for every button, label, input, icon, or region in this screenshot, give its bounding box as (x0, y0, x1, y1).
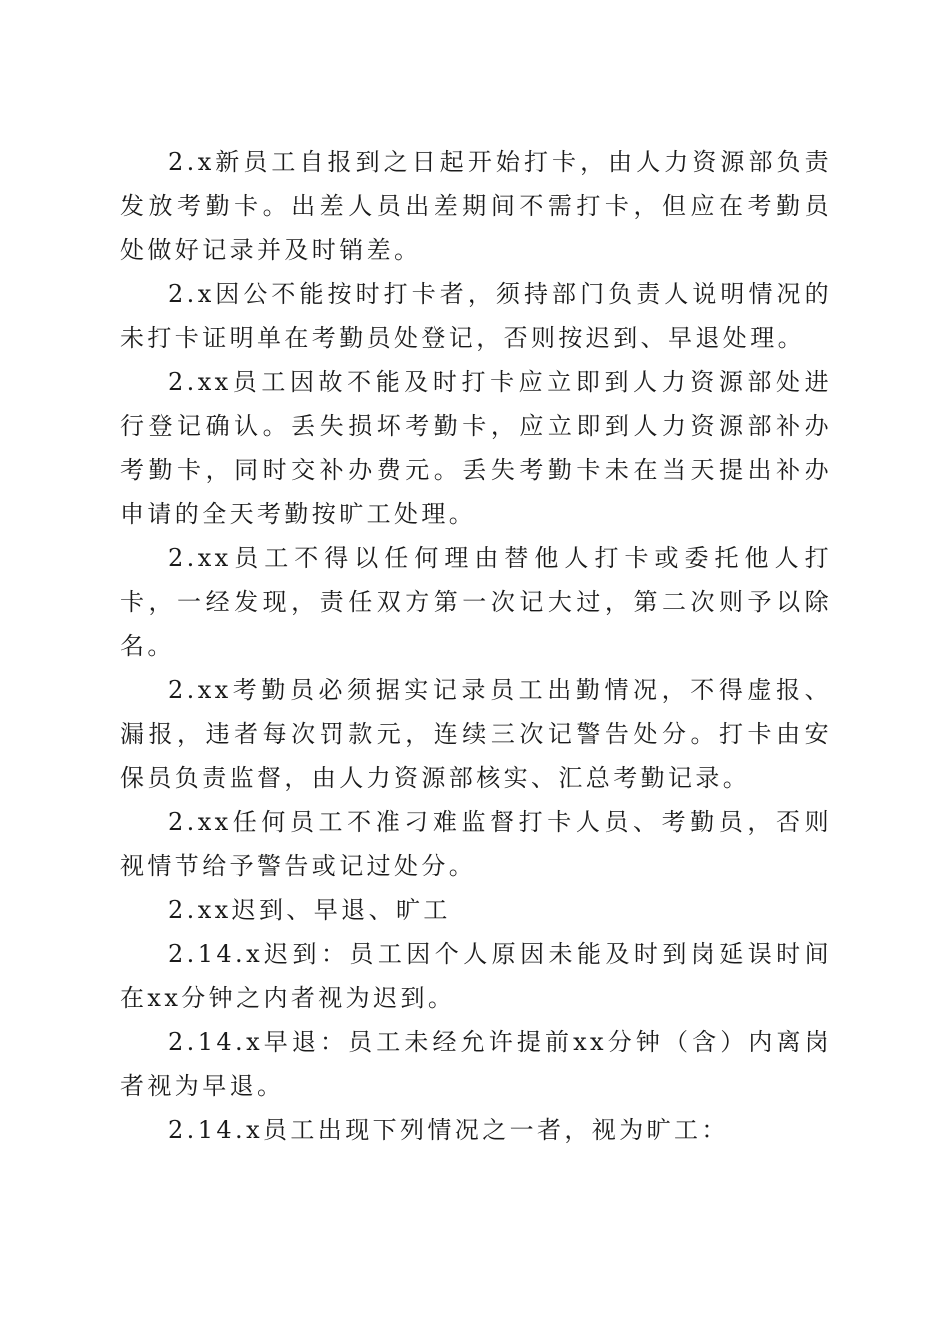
paragraph-early-leave-definition: 2.14.x早退：员工未经允许提前xx分钟（含）内离岗者视为早退。 (120, 1028, 832, 1100)
paragraph-new-employee-card: 2.x新员工自报到之日起开始打卡，由人力资源部负责发放考勤卡。出差人员出差期间不需打卡，但应在考勤员处做好记录并及时销差。 (120, 148, 832, 264)
paragraph-official-business: 2.x因公不能按时打卡者，须持部门负责人说明情况的未打卡证明单在考勤员处登记，否则按迟到、早退处理。 (120, 280, 832, 352)
paragraph-attendance-clerk: 2.xx考勤员必须据实记录员工出勤情况，不得虚报、漏报，违者每次罚款元，连续三次记警告处分。打卡由安保员负责监督，由人力资源部核实、汇总考勤记录。 (120, 676, 832, 792)
paragraph-late-definition: 2.14.x迟到：员工因个人原因未能及时到岗延误时间在xx分钟之内者视为迟到。 (120, 940, 832, 1012)
paragraph-no-obstruction: 2.xx任何员工不准刁难监督打卡人员、考勤员，否则视情节给予警告或记过处分。 (120, 808, 832, 880)
paragraph-lost-card: 2.xx员工因故不能及时打卡应立即到人力资源部处进行登记确认。丢失损坏考勤卡，应立即到人力资源部补办考勤卡，同时交补办费元。丢失考勤卡未在当天提出补办申请的全天考勤按旷工处理。 (120, 368, 832, 528)
document-body (120, 140, 832, 1152)
paragraph-proxy-punch: 2.xx员工不得以任何理由替他人打卡或委托他人打卡，一经发现，责任双方第一次记大过，第二次则予以除名。 (120, 544, 832, 660)
paragraph-absence-definition: 2.14.x员工出现下列情况之一者，视为旷工： (168, 1116, 729, 1144)
section-heading-late-early-absent: 2.xx迟到、早退、旷工 (168, 896, 451, 924)
